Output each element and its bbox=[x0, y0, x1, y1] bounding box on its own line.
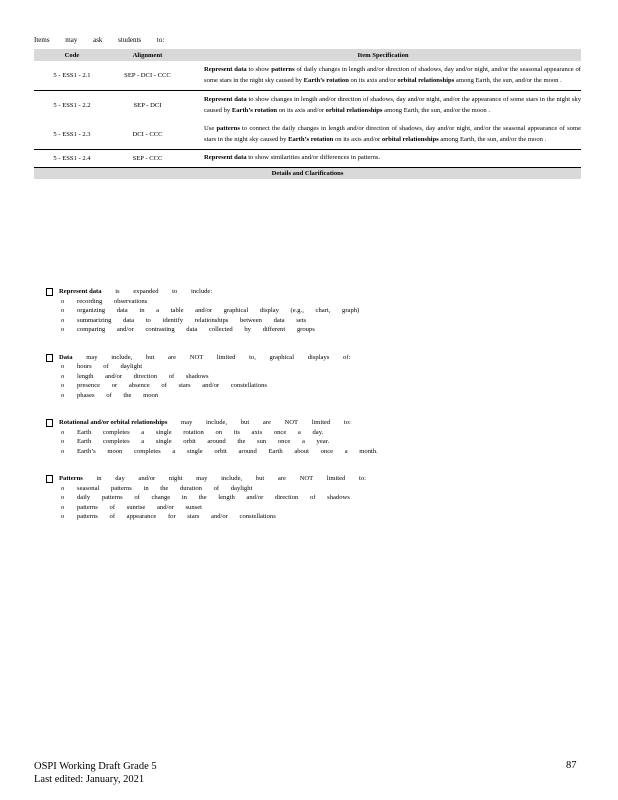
lead-term: Data bbox=[59, 353, 73, 361]
list-item-text: Earth completes a single rotation on its axis once a day. bbox=[77, 428, 324, 436]
spec-text: on its axis and/or bbox=[277, 106, 326, 114]
circle-bullet-icon: o bbox=[61, 503, 65, 511]
list-item bbox=[61, 325, 566, 335]
spec-text: among Earth, the sun, and/or the moon . bbox=[382, 106, 490, 114]
list-item-text: hours of daylight bbox=[77, 363, 143, 370]
spec-bold-term: Earth’s rotation bbox=[303, 76, 349, 84]
table-row bbox=[34, 150, 581, 168]
list-item bbox=[61, 391, 566, 401]
details-list bbox=[46, 484, 566, 522]
table-row bbox=[34, 61, 581, 91]
list-item-text: organizing data in a table and/or graphical display (e.g., chart, graph) bbox=[77, 307, 360, 314]
spec-text: of daily changes in length and/or direction of shadows, day and/or night, and/or the seasonal appearance of some stars in the night sky caused by bbox=[204, 66, 582, 84]
row-spec bbox=[185, 150, 581, 168]
checkbox-bullet-icon bbox=[46, 419, 53, 427]
footer-last-edited: Last edited: January, 2021 bbox=[34, 774, 145, 785]
row-code: 5 - ESS1 - 2.2 bbox=[34, 91, 110, 121]
details-block bbox=[46, 474, 566, 522]
list-item bbox=[61, 512, 566, 522]
checkbox-bullet-icon bbox=[46, 288, 53, 296]
circle-bullet-icon: o bbox=[61, 372, 65, 380]
spec-bold-term: data bbox=[234, 66, 247, 73]
list-item bbox=[61, 381, 566, 391]
spec-bold-term: Represent bbox=[204, 96, 233, 103]
circle-bullet-icon: o bbox=[61, 382, 65, 389]
spec-text: to show bbox=[246, 66, 272, 73]
circle-bullet-icon: o bbox=[61, 484, 65, 492]
spec-text: to show changes in length and/or direction of shadows, day and/or night, and/or the appearance of some stars in the night sky caused by bbox=[204, 96, 581, 114]
footer-title: OSPI Working Draft Grade 5 bbox=[34, 761, 157, 772]
list-item-text: Earth’s moon completes a single orbit around Earth about once a month. bbox=[77, 447, 378, 455]
lead-term: Patterns bbox=[59, 475, 83, 482]
list-item-text: phases of the moon bbox=[77, 391, 159, 399]
lead-text: is expanded to include: bbox=[101, 288, 213, 295]
table-header-row bbox=[34, 49, 581, 61]
table-row bbox=[34, 120, 581, 150]
list-item-text: patterns of appearance for stars and/or constellations bbox=[77, 513, 276, 520]
circle-bullet-icon: o bbox=[61, 326, 65, 333]
list-item-text: comparing and/or contrasting data collected by different groups bbox=[77, 326, 315, 333]
spec-bold-term: Represent bbox=[204, 66, 233, 73]
list-item bbox=[61, 306, 566, 316]
details-section bbox=[46, 287, 566, 540]
lead-text: may include, but are NOT limited to, graphical displays of: bbox=[72, 353, 351, 361]
details-list bbox=[46, 428, 566, 457]
circle-bullet-icon: o bbox=[61, 438, 65, 445]
spec-text: among Earth, the sun, and/or the moon . bbox=[454, 76, 562, 84]
list-item-text: seasonal patterns in the duration of daylight bbox=[77, 484, 253, 492]
row-code: 5 - ESS1 - 2.4 bbox=[34, 150, 110, 168]
table-row bbox=[34, 91, 581, 121]
row-spec bbox=[185, 61, 581, 91]
circle-bullet-icon: o bbox=[61, 363, 65, 370]
details-lead bbox=[46, 353, 566, 363]
circle-bullet-icon: o bbox=[61, 494, 65, 501]
list-item bbox=[61, 362, 566, 372]
list-item bbox=[61, 297, 566, 307]
details-block bbox=[46, 353, 566, 401]
row-alignment: DCI - CCC bbox=[132, 131, 163, 138]
details-list bbox=[46, 362, 566, 400]
list-item bbox=[61, 484, 566, 494]
details-header-row bbox=[34, 167, 581, 179]
list-item-text: daily patterns of change in the length and/or direction of shadows bbox=[77, 494, 350, 501]
row-spec bbox=[185, 120, 581, 150]
spec-text: on its axis and/or bbox=[348, 76, 398, 84]
list-item bbox=[61, 316, 566, 326]
lead-term: Represent data bbox=[59, 288, 102, 295]
details-block bbox=[46, 418, 566, 456]
row-code: 5 - ESS1 - 2.3 bbox=[53, 131, 91, 138]
page-number: 87 bbox=[566, 760, 577, 771]
spec-bold-term: Earth’s rotation bbox=[288, 135, 334, 143]
list-item-text: presence or absence of stars and/or constellations bbox=[77, 382, 267, 389]
header-code: Code bbox=[64, 51, 80, 59]
checkbox-bullet-icon bbox=[46, 475, 53, 483]
list-item bbox=[61, 372, 566, 382]
spec-bold-term: data bbox=[234, 154, 247, 161]
spec-text: on its axis and/or bbox=[333, 135, 382, 143]
spec-bold-term: orbital relationships bbox=[397, 76, 455, 84]
header-alignment: Alignment bbox=[132, 51, 163, 59]
list-item bbox=[61, 428, 566, 438]
lead-text: may include, but are NOT limited to: bbox=[167, 419, 351, 426]
details-list bbox=[46, 297, 566, 335]
list-item-text: summarizing data to identify relationships between data sets bbox=[77, 316, 307, 324]
list-item bbox=[61, 493, 566, 503]
item-spec-table bbox=[34, 49, 581, 179]
spec-bold-term: Earth’s rotation bbox=[231, 106, 278, 114]
lead-term: Rotational and/or orbital relationships bbox=[59, 419, 168, 426]
intro-text: Items may ask students to: bbox=[34, 36, 165, 44]
spec-bold-term: orbital relationships bbox=[381, 135, 439, 143]
row-alignment: SEP - DCI bbox=[110, 91, 185, 121]
spec-bold-term: Represent bbox=[204, 154, 233, 161]
details-lead bbox=[46, 418, 566, 428]
circle-bullet-icon: o bbox=[61, 297, 65, 305]
list-item bbox=[61, 437, 566, 447]
list-item bbox=[61, 503, 566, 513]
circle-bullet-icon: o bbox=[61, 428, 65, 436]
details-lead bbox=[46, 287, 566, 297]
row-alignment: SEP - DCI - CCC bbox=[124, 72, 171, 79]
row-code: 5 - ESS1 - 2.1 bbox=[53, 72, 91, 79]
row-alignment: SEP - CCC bbox=[110, 150, 185, 168]
circle-bullet-icon: o bbox=[61, 447, 65, 455]
spec-text: to show similarities and/or differences in patterns. bbox=[246, 154, 381, 161]
circle-bullet-icon: o bbox=[61, 513, 65, 520]
row-spec bbox=[185, 91, 581, 121]
list-item-text: length and/or direction of shadows bbox=[77, 372, 209, 380]
spec-bold-term: data bbox=[234, 96, 247, 103]
checkbox-bullet-icon bbox=[46, 354, 53, 362]
list-item bbox=[61, 447, 566, 457]
details-block bbox=[46, 287, 566, 335]
spec-text: to connect the daily changes in length and/or direction of shadows, day and/or night, and/or the seasonal appearance of some stars in the night sky caused by bbox=[204, 125, 582, 143]
lead-text: in day and/or night may include, but are NOT limited to: bbox=[82, 475, 366, 482]
spec-bold-term: patterns bbox=[216, 125, 240, 132]
details-header: Details and Clarifications bbox=[34, 167, 581, 179]
spec-bold-term: patterns bbox=[271, 66, 295, 73]
circle-bullet-icon: o bbox=[61, 307, 65, 314]
spec-bold-term: orbital relationships bbox=[325, 106, 383, 114]
spec-text: Use bbox=[204, 125, 217, 132]
spec-text: among Earth, the sun, and/or the moon . bbox=[438, 135, 547, 143]
footer bbox=[34, 760, 157, 786]
circle-bullet-icon: o bbox=[61, 391, 65, 399]
list-item-text: recording observations bbox=[77, 297, 148, 305]
list-item-text: patterns of sunrise and/or sunset bbox=[77, 503, 202, 511]
header-spec: Item Specification bbox=[357, 51, 409, 59]
circle-bullet-icon: o bbox=[61, 316, 65, 324]
details-lead bbox=[46, 474, 566, 484]
list-item-text: Earth completes a single orbit around the sun once a year. bbox=[77, 438, 330, 445]
